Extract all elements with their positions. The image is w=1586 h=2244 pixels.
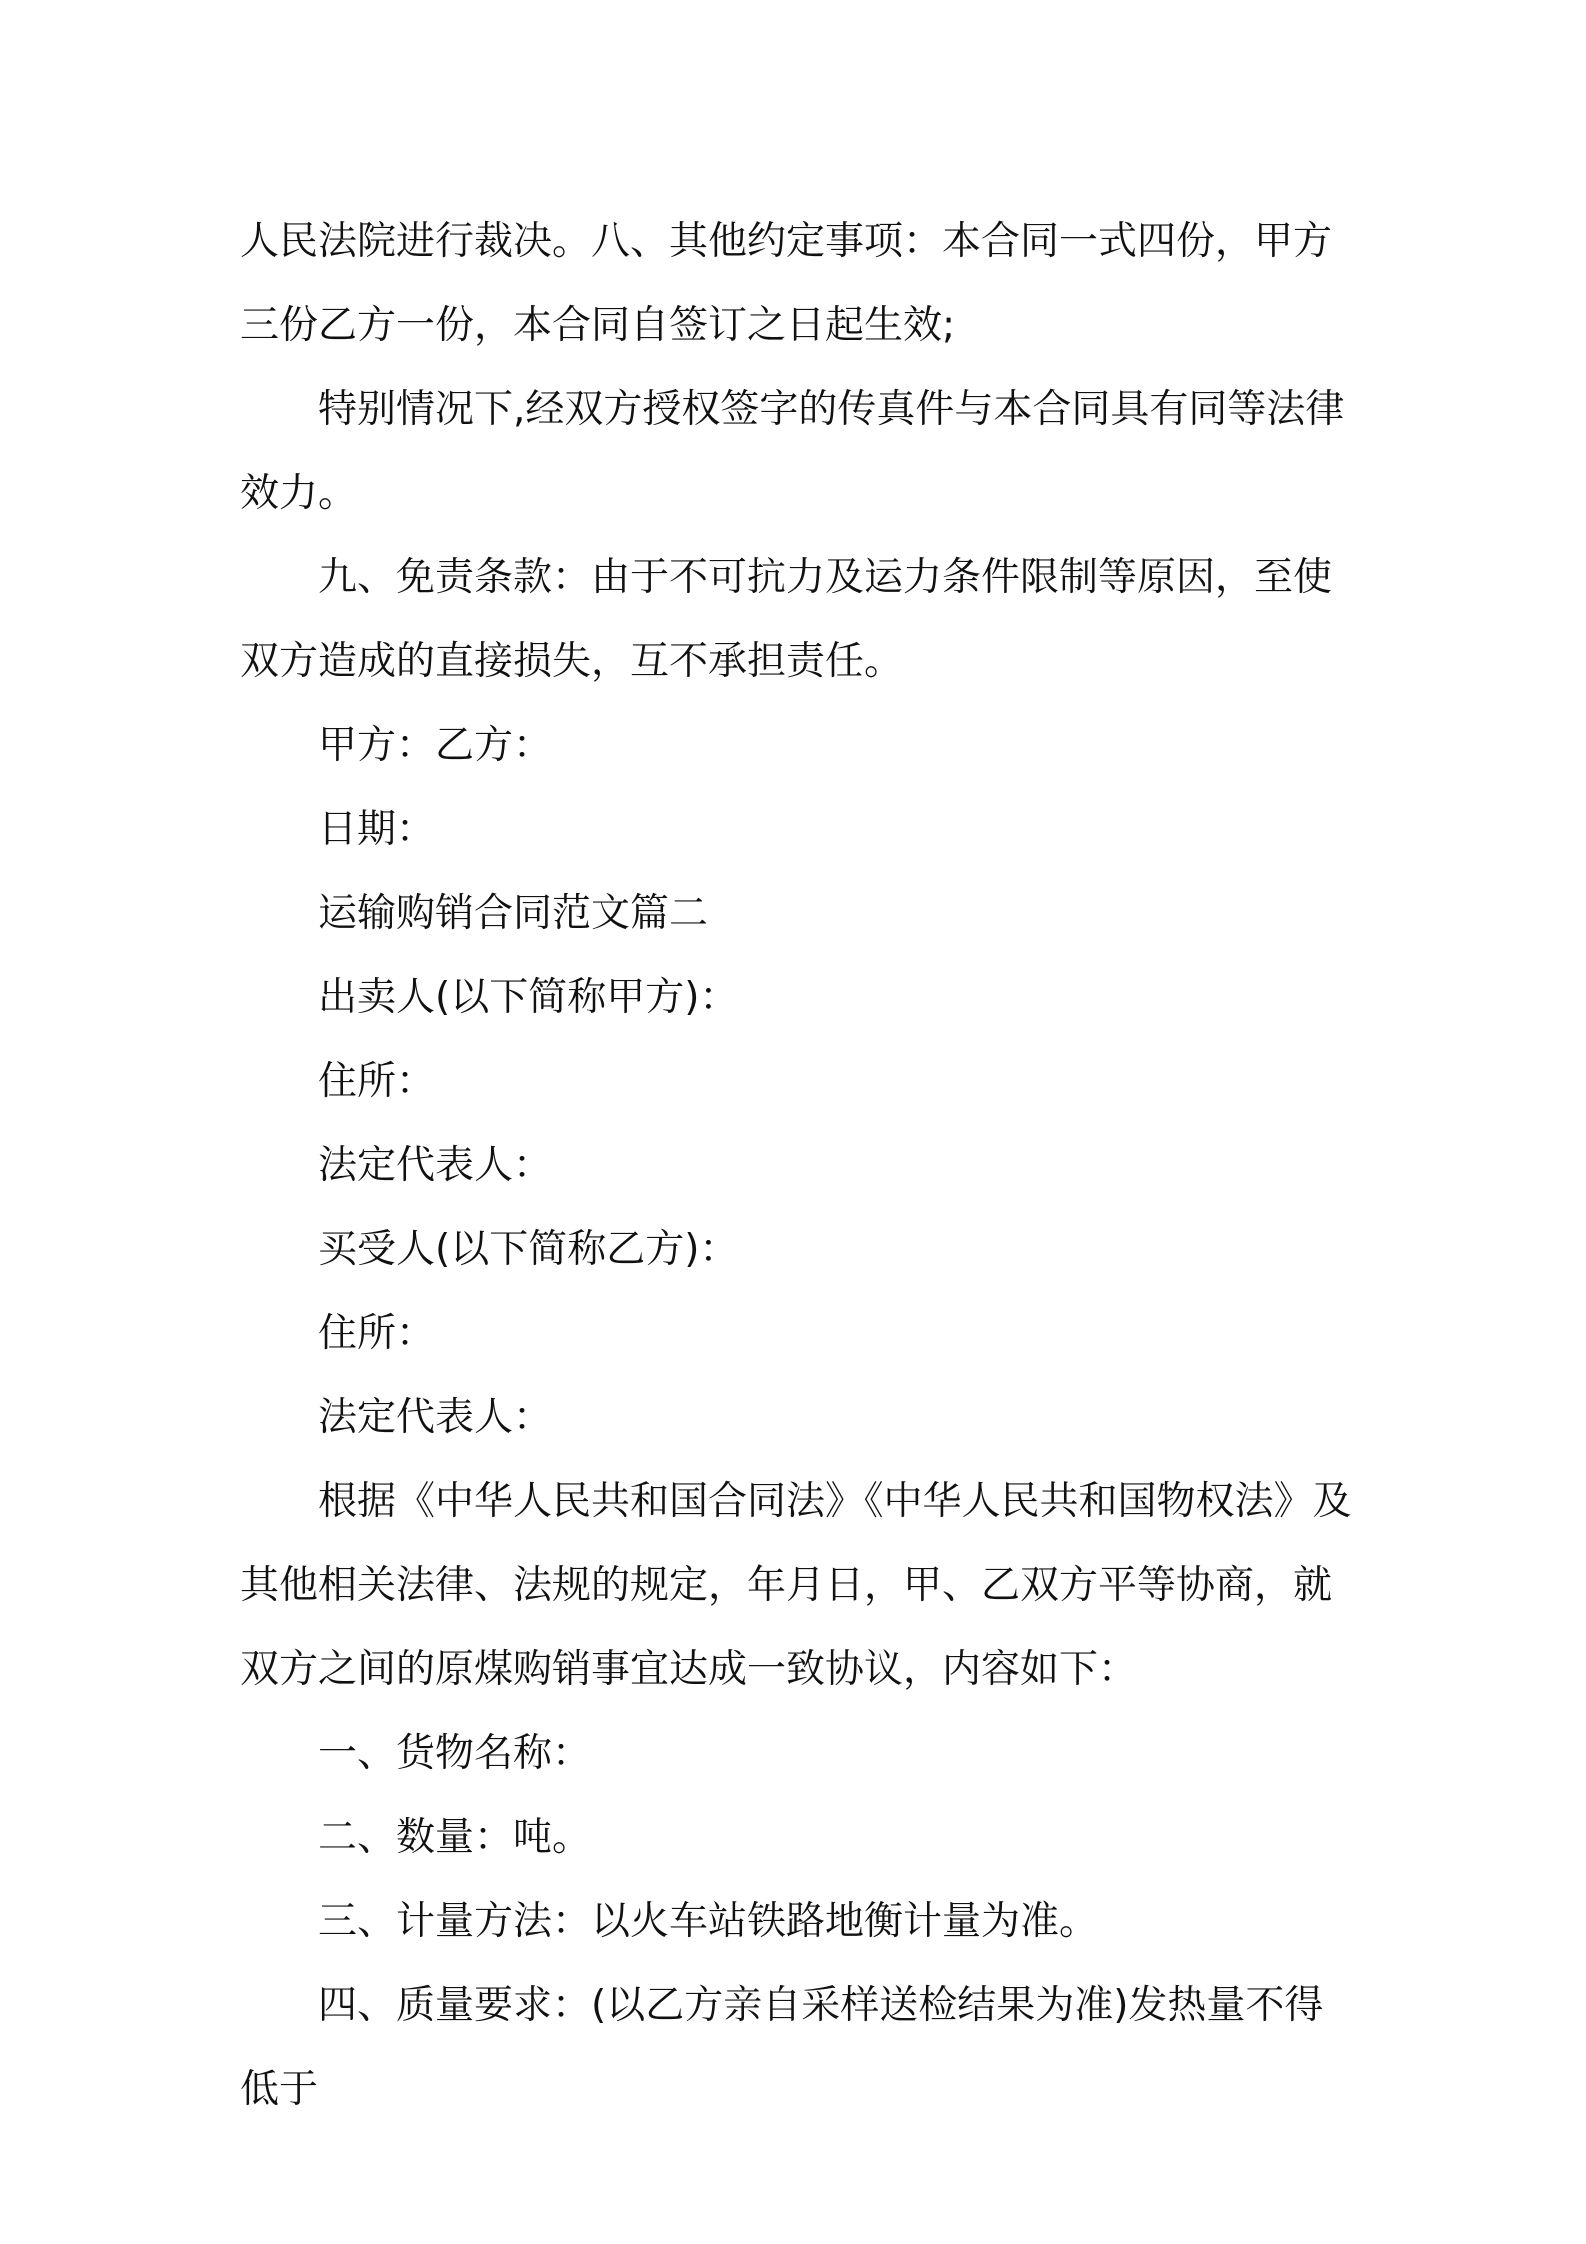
seller-label: 出卖人(以下简称甲方)：	[318, 975, 739, 1020]
paragraph-legal-basis: 根据《中华人民共和国合同法》《中华人民共和国物权法》及其他相关法律、法规的规定，年月日，甲、乙双方平等协商，就双方之间的原煤购销事宜达成一致协议，内容如下：	[240, 1479, 1352, 1692]
document-page	[240, 200, 1360, 2132]
signature-date: 日期：	[318, 807, 436, 852]
clause-quality: 四、质量要求：(以乙方亲自采样送检结果为准)发热量不得低于	[240, 1983, 1324, 2112]
seller-address: 住所：	[318, 1059, 436, 1104]
buyer-label: 买受人(以下简称乙方)：	[318, 1227, 739, 1272]
buyer-address: 住所：	[318, 1311, 436, 1356]
paragraph-arbitration-and-copies: 人民法院进行裁决。八、其他约定事项：本合同一式四份，甲方三份乙方一份，本合同自签订之日起生效;	[240, 219, 1333, 348]
signature-parties: 甲方：乙方：	[318, 723, 553, 768]
seller-representative: 法定代表人：	[318, 1143, 553, 1188]
paragraph-disclaimer: 九、免责条款：由于不可抗力及运力条件限制等原因，至使双方造成的直接损失，互不承担责任。	[240, 555, 1333, 684]
paragraph-fax-validity: 特别情况下,经双方授权签字的传真件与本合同具有同等法律效力。	[240, 387, 1345, 516]
clause-measurement: 三、计量方法：以火车站铁路地衡计量为准。	[318, 1899, 1099, 1944]
clause-quantity: 二、数量：吨。	[318, 1815, 592, 1860]
section-title: 运输购销合同范文篇二	[318, 891, 709, 936]
clause-goods-name: 一、货物名称：	[318, 1731, 592, 1776]
buyer-representative: 法定代表人：	[318, 1395, 553, 1440]
